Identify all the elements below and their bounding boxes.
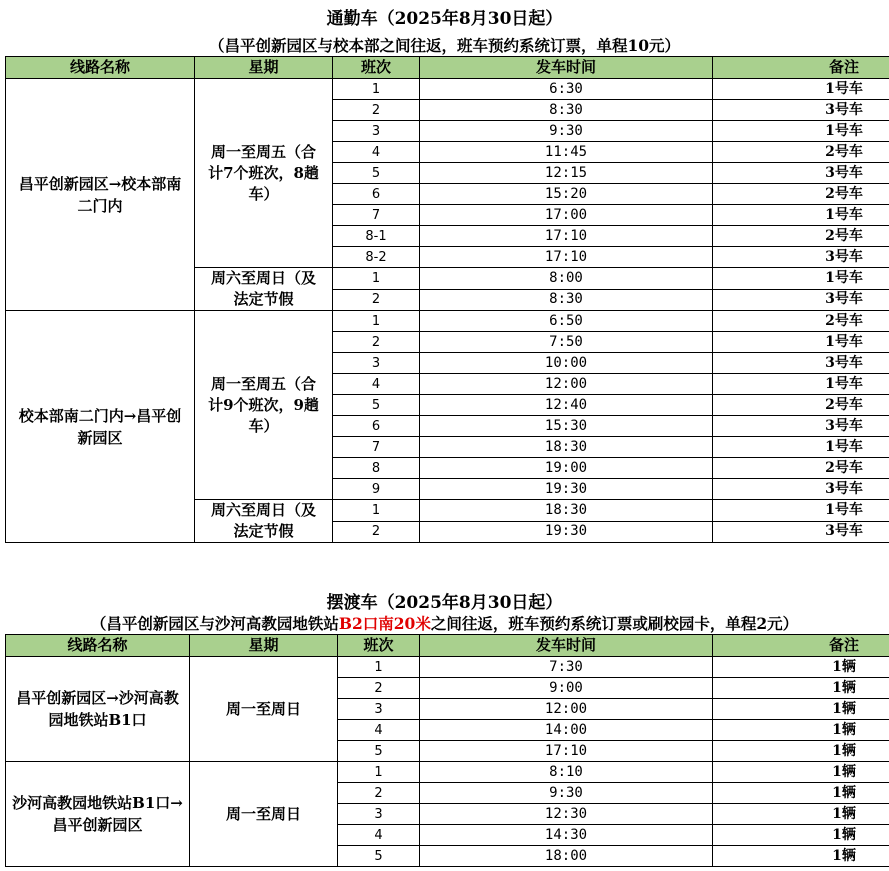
trip-number-cell: 4 [338,720,420,741]
departure-time-cell: 8:30 [420,100,713,121]
header-trip-no: 班次 [333,57,420,79]
route-name-cell: 沙河高教园地铁站B1口→昌平创新园区 [6,762,190,867]
header-route-name: 线路名称 [6,635,190,657]
trip-row [6,762,889,783]
note-cell: 2号车 [713,395,889,416]
note-cell: 3号车 [713,353,889,374]
note-cell: 1号车 [713,500,889,522]
trip-number-cell: 1 [333,268,420,290]
route-name-cell: 昌平创新园区→沙河高教园地铁站B1口 [6,657,190,762]
departure-time-cell: 7:50 [420,332,713,353]
departure-time-cell: 12:15 [420,163,713,184]
trip-row [6,79,889,100]
trip-number-cell: 1 [333,500,420,522]
note-cell: 1号车 [713,205,889,226]
shuttle-schedule-table [5,634,889,867]
trip-number-cell: 2 [333,100,420,121]
trip-number-cell: 4 [338,825,420,846]
commute-title: 通勤车（2025年8月30日起） [326,9,563,29]
departure-time-cell: 12:30 [420,804,713,825]
departure-time-cell: 18:00 [420,846,713,867]
commute-subtitle: （昌平创新园区与校本部之间往返，班车预约系统订票，单程10元） [208,36,681,55]
note-cell: 1辆 [713,804,889,825]
departure-time-cell: 18:30 [420,437,713,458]
trip-number-cell: 9 [333,479,420,500]
departure-time-cell: 19:30 [420,521,713,543]
days-cell: 周一至周日 [190,762,338,867]
trip-number-cell: 2 [333,289,420,311]
trip-number-cell: 8 [333,458,420,479]
departure-time-cell: 18:30 [420,500,713,522]
days-cell: 周六至周日（及法定节假 [195,268,333,311]
trip-number-cell: 1 [333,311,420,332]
trip-number-cell: 4 [333,374,420,395]
trip-number-cell: 1 [338,762,420,783]
note-cell: 1辆 [713,741,889,762]
shuttle-subtitle-before: （昌平创新园区与沙河高教园地铁站 [90,614,339,633]
trip-number-cell: 6 [333,184,420,205]
note-cell: 3号车 [713,289,889,311]
note-cell: 3号车 [713,100,889,121]
departure-time-cell: 19:00 [420,458,713,479]
note-cell: 3号车 [713,521,889,543]
departure-time-cell: 12:00 [420,699,713,720]
trip-number-cell: 5 [333,163,420,184]
header-notes: 备注 [713,635,889,657]
shuttle-title: 摆渡车（2025年8月30日起） [326,593,563,613]
header-route-name: 线路名称 [6,57,195,79]
departure-time-cell: 10:00 [420,353,713,374]
departure-time-cell: 9:30 [420,121,713,142]
trip-number-cell: 3 [338,699,420,720]
trip-number-cell: 5 [333,395,420,416]
shuttle-subtitle-after: 之间往返，班车预约系统订票或刷校园卡，单程2元） [430,614,799,633]
departure-time-cell: 15:20 [420,184,713,205]
departure-time-cell: 17:00 [420,205,713,226]
note-cell: 3号车 [713,163,889,184]
trip-number-cell: 4 [333,142,420,163]
departure-time-cell: 8:30 [420,289,713,311]
departure-time-cell: 12:00 [420,374,713,395]
departure-time-cell: 14:00 [420,720,713,741]
departure-time-cell: 17:10 [420,741,713,762]
trip-row [6,657,889,678]
note-cell: 1号车 [713,79,889,100]
note-cell: 1辆 [713,699,889,720]
note-cell: 1辆 [713,720,889,741]
note-cell: 2号车 [713,458,889,479]
note-cell: 1辆 [713,657,889,678]
header-row [6,635,889,657]
trip-row [6,311,889,332]
departure-time-cell: 17:10 [420,247,713,268]
note-cell: 1号车 [713,437,889,458]
note-cell: 1辆 [713,783,889,804]
trip-number-cell: 6 [333,416,420,437]
trip-number-cell: 5 [338,741,420,762]
note-cell: 2号车 [713,311,889,332]
departure-time-cell: 9:00 [420,678,713,699]
departure-time-cell: 6:30 [420,79,713,100]
departure-time-cell: 9:30 [420,783,713,804]
trip-number-cell: 8-1 [333,226,420,247]
header-notes: 备注 [713,57,889,79]
departure-time-cell: 19:30 [420,479,713,500]
note-cell: 1号车 [713,332,889,353]
departure-time-cell: 11:45 [420,142,713,163]
note-cell: 1辆 [713,825,889,846]
note-cell: 3号车 [713,247,889,268]
header-trip-no: 班次 [338,635,420,657]
note-cell: 1辆 [713,678,889,699]
days-cell: 周一至周日 [190,657,338,762]
trip-number-cell: 2 [338,783,420,804]
note-cell: 2号车 [713,142,889,163]
trip-number-cell: 8-2 [333,247,420,268]
note-cell: 1号车 [713,374,889,395]
trip-number-cell: 1 [338,657,420,678]
note-cell: 3号车 [713,416,889,437]
header-days: 星期 [190,635,338,657]
header-departure-time: 发车时间 [420,635,713,657]
days-cell: 周六至周日（及法定节假 [195,500,333,543]
route-name-cell: 昌平创新园区→校本部南二门内 [6,79,195,311]
note-cell: 2号车 [713,184,889,205]
shuttle-subtitle-highlight: B2口南20米 [338,614,431,633]
note-cell: 1号车 [713,268,889,290]
departure-time-cell: 12:40 [420,395,713,416]
route-name-cell: 校本部南二门内→昌平创新园区 [6,311,195,543]
departure-time-cell: 7:30 [420,657,713,678]
note-cell: 2号车 [713,226,889,247]
note-cell: 1辆 [713,762,889,783]
header-departure-time: 发车时间 [420,57,713,79]
trip-number-cell: 3 [333,353,420,374]
trip-number-cell: 2 [333,521,420,543]
note-cell: 1辆 [713,846,889,867]
departure-time-cell: 15:30 [420,416,713,437]
trip-number-cell: 7 [333,437,420,458]
note-cell: 1号车 [713,121,889,142]
trip-number-cell: 1 [333,79,420,100]
departure-time-cell: 14:30 [420,825,713,846]
header-days: 星期 [195,57,333,79]
trip-number-cell: 5 [338,846,420,867]
header-row [6,57,889,79]
trip-number-cell: 3 [333,121,420,142]
departure-time-cell: 6:50 [420,311,713,332]
trip-number-cell: 2 [338,678,420,699]
departure-time-cell: 17:10 [420,226,713,247]
trip-number-cell: 2 [333,332,420,353]
departure-time-cell: 8:00 [420,268,713,290]
shuttle-subtitle [0,612,889,634]
days-cell: 周一至周五（合计9个班次，9趟车） [195,311,333,500]
trip-number-cell: 3 [338,804,420,825]
note-cell: 3号车 [713,479,889,500]
commute-schedule-table [5,56,889,543]
departure-time-cell: 8:10 [420,762,713,783]
trip-number-cell: 7 [333,205,420,226]
days-cell: 周一至周五（合计7个班次，8趟车） [195,79,333,268]
